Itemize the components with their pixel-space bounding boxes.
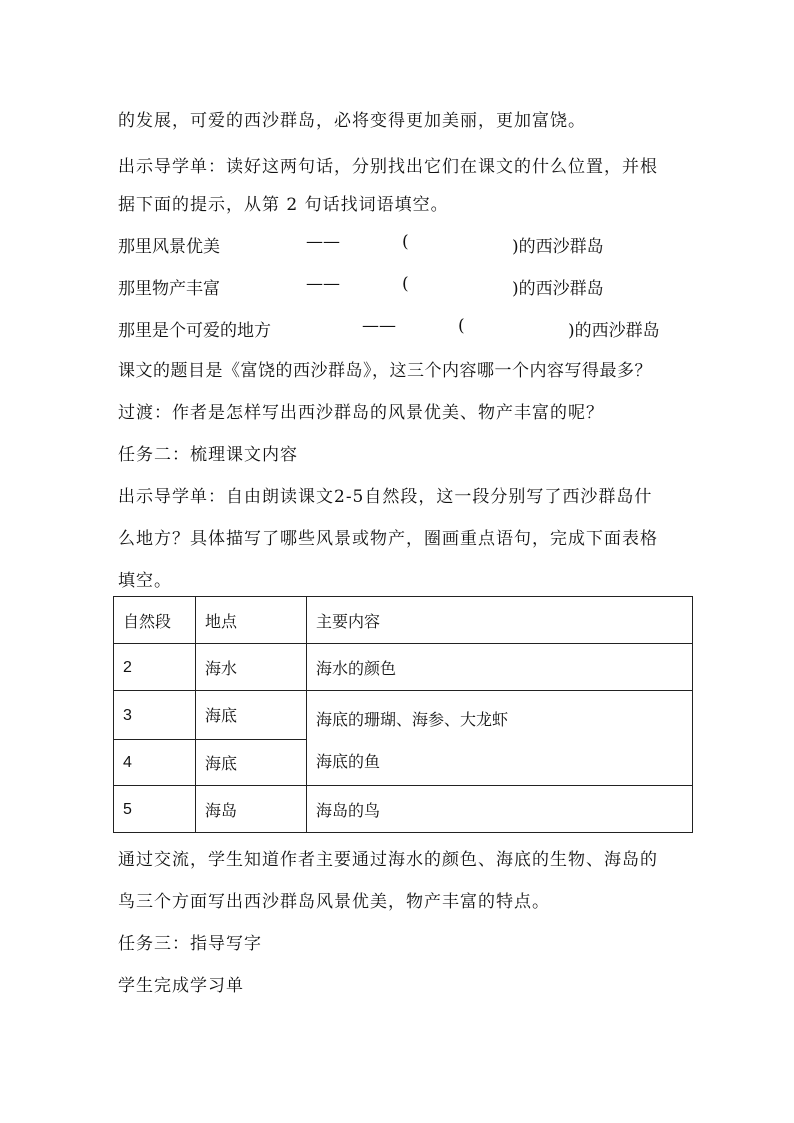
- cell-para: [114, 739, 196, 786]
- summary-line-2: 鸟三个方面写出西沙群岛风景优美，物产丰富的特点。: [118, 892, 550, 912]
- fill-in-answer-3: )的西沙群岛: [568, 321, 660, 341]
- fill-in-dash-1: ——: [306, 232, 340, 252]
- cell-place: [196, 644, 307, 691]
- cell-place: [196, 739, 307, 786]
- header-content: [307, 597, 693, 644]
- student-complete-line: 学生完成学习单: [118, 976, 244, 996]
- summary-line-1: 通过交流，学生知道作者主要通过海水的颜色、海底的生物、海岛的: [118, 850, 658, 870]
- cell-para-text: 3: [123, 706, 132, 724]
- fill-in-prompt-3: 那里是个可爱的地方: [118, 321, 271, 341]
- cell-place-text: 海岛: [205, 800, 238, 820]
- guide-two-line-1: 出示导学单：自由朗读课文2-5自然段，这一段分别写了西沙群岛什: [118, 487, 653, 507]
- guide-instruction-line-1: 出示导学单：读好这两句话，分别找出它们在课文的什么位置，并根: [118, 157, 658, 177]
- fill-in-prompt-1: 那里风景优美: [118, 237, 220, 257]
- cell-place: [196, 786, 307, 833]
- cell-para-text: 2: [123, 659, 132, 676]
- fill-in-dash-3: ——: [362, 316, 396, 336]
- guide-two-line-2: 么地方？具体描写了哪些风景或物产，圈画重点语句，完成下面表格: [118, 529, 658, 549]
- table-row: [114, 691, 693, 740]
- cell-content-text: 海岛的鸟: [316, 800, 381, 820]
- cell-para-text: 5: [123, 801, 132, 818]
- cell-place-text: 海底: [205, 753, 238, 773]
- cell-place-text: 海水: [205, 658, 238, 678]
- cell-para: [114, 691, 196, 740]
- cell-para: [114, 644, 196, 691]
- fill-in-open-paren-2: (: [402, 274, 409, 294]
- header-paragraph-text: 自然段: [123, 611, 172, 631]
- cell-para-text: 4: [123, 754, 132, 772]
- cell-content-merged: [307, 691, 693, 786]
- fill-in-dash-2: ——: [306, 274, 340, 294]
- cell-place-text: 海底: [205, 706, 238, 726]
- guide-two-line-3: 填空。: [118, 571, 172, 591]
- cell-para: [114, 786, 196, 833]
- header-content-text: 主要内容: [316, 611, 381, 631]
- header-paragraph: [114, 597, 196, 644]
- content-table: [113, 596, 693, 833]
- header-place-text: 地点: [205, 611, 238, 631]
- fill-in-open-paren-1: (: [402, 232, 409, 252]
- cell-content: [307, 644, 693, 691]
- paragraph-continuation: 的发展，可爱的西沙群岛，必将变得更加美丽，更加富饶。: [118, 111, 586, 131]
- cell-content-text: 海水的颜色: [316, 658, 397, 678]
- task-three-heading: 任务三：指导写字: [118, 934, 262, 954]
- cell-content-text: 海底的鱼: [316, 752, 381, 771]
- guide-instruction-line-2: 据下面的提示，从第 2 句话找词语填空。: [118, 195, 449, 215]
- table-header-row: [114, 597, 693, 644]
- table-row: [114, 644, 693, 691]
- task-two-heading: 任务二：梳理课文内容: [118, 445, 298, 465]
- cell-content-text: 海底的珊瑚、海参、大龙虾: [316, 710, 509, 729]
- fill-in-answer-1: )的西沙群岛: [512, 237, 604, 257]
- header-place: [196, 597, 307, 644]
- fill-in-open-paren-3: (: [458, 316, 465, 336]
- question-line: 课文的题目是《富饶的西沙群岛》，这三个内容哪一个内容写得最多？: [118, 361, 652, 381]
- transition-line: 过渡：作者是怎样写出西沙群岛的风景优美、物产丰富的呢？: [118, 403, 604, 423]
- table-row: [114, 786, 693, 833]
- fill-in-answer-2: )的西沙群岛: [512, 279, 604, 299]
- fill-in-prompt-2: 那里物产丰富: [118, 279, 220, 299]
- cell-content: [307, 786, 693, 833]
- cell-place: [196, 691, 307, 740]
